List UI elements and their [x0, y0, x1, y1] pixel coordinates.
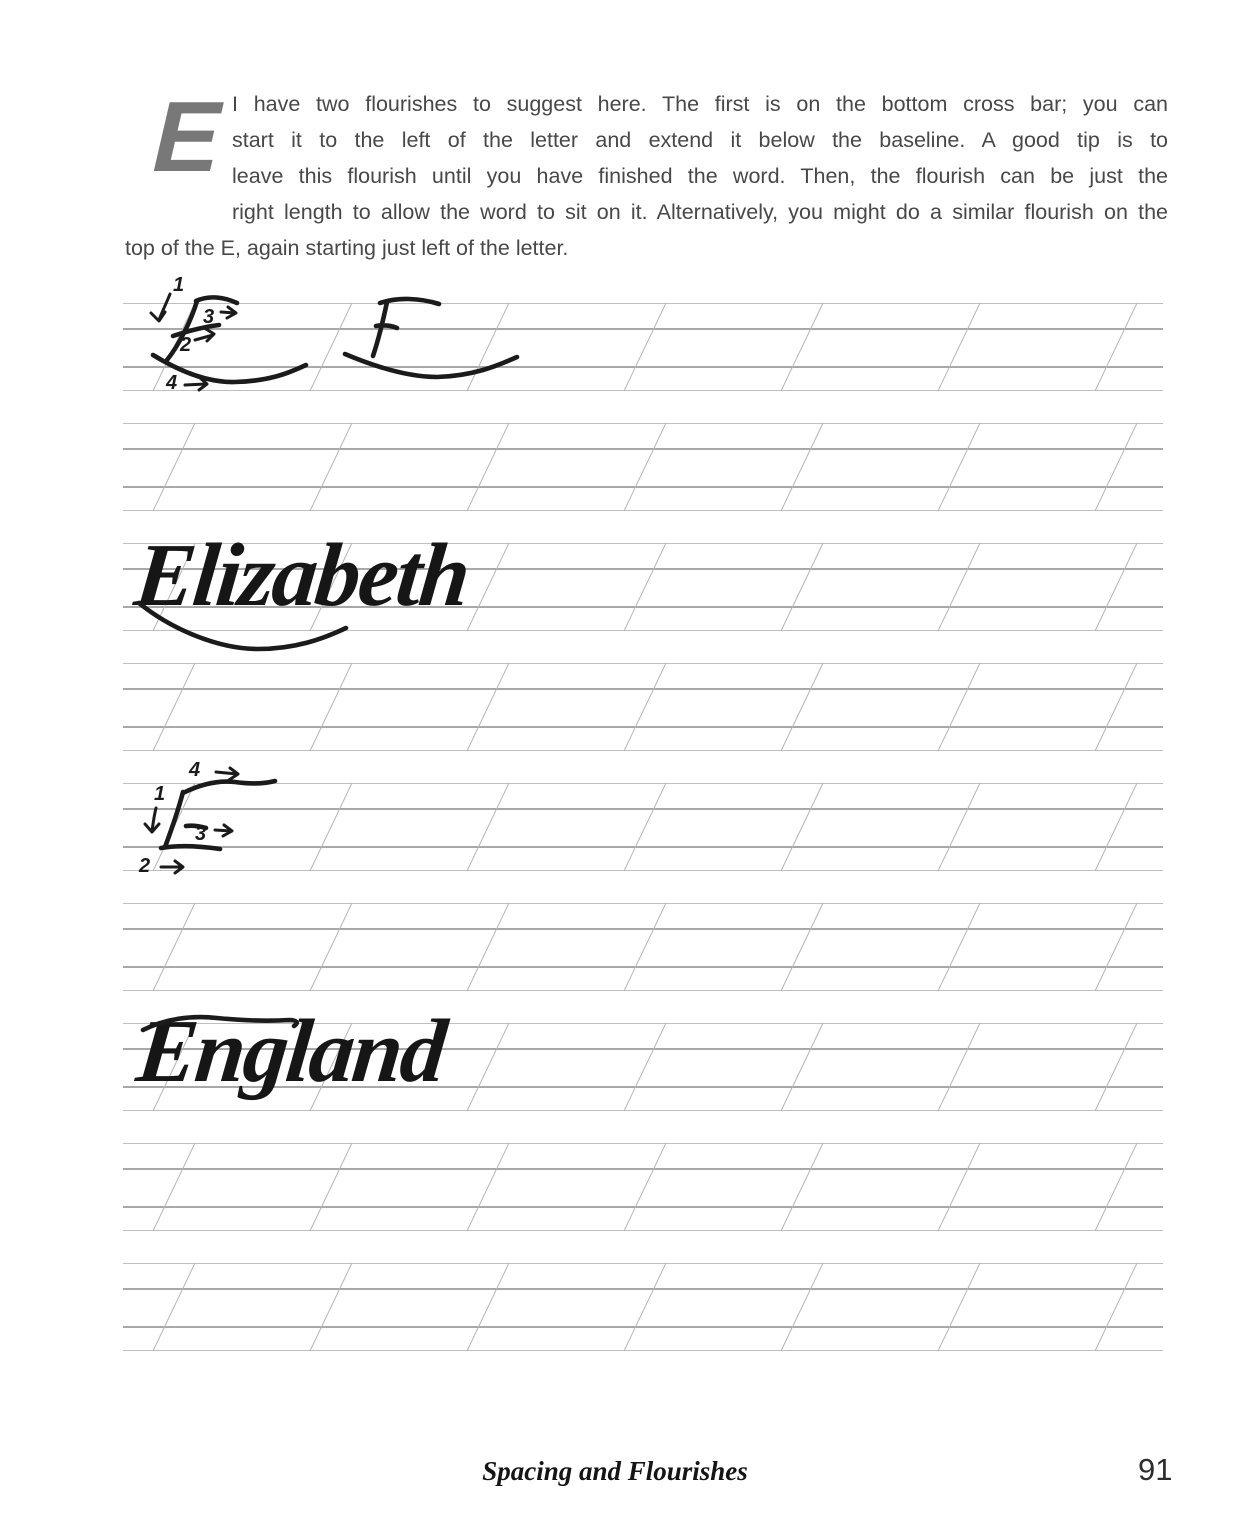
svg-text:4: 4 — [189, 759, 201, 781]
letter-e-top-flourish-diagram — [123, 759, 1163, 877]
guideline-grid — [123, 1143, 1163, 1231]
paragraph-line: start it to the left of the letter and extend it below the baseline. A good tip is to — [232, 128, 1168, 152]
top-flourish — [123, 1023, 1163, 1111]
practice-row — [123, 1143, 1163, 1231]
stroke-annotation-2 — [179, 329, 214, 356]
paragraph-line: leave this flourish until you have finished the word. Then, the flourish can be just the — [232, 164, 1168, 188]
stroke-annotation-4 — [188, 759, 238, 781]
underline-flourish — [123, 543, 1163, 631]
practice-row — [123, 526, 1163, 631]
drop-cap-letter: E — [142, 81, 235, 193]
practice-row — [123, 663, 1163, 751]
page-number: 91 — [1138, 1452, 1173, 1487]
example-word-elizabeth: Elizabeth — [130, 526, 474, 625]
svg-text:2: 2 — [139, 855, 151, 877]
practice-row — [123, 903, 1163, 991]
letter-e-annotated — [161, 781, 275, 849]
letter-e-bottom-flourish-diagram — [123, 274, 1163, 394]
letter-e-sample — [345, 299, 517, 377]
example-word-england: England — [132, 1002, 450, 1101]
paragraph-line: top of the E, again starting just left of the letter. — [125, 236, 569, 260]
svg-text:4: 4 — [166, 372, 178, 394]
stroke-annotation-2 — [138, 855, 183, 877]
stroke-annotation-3 — [195, 823, 232, 845]
paragraph-line: I have two flourishes to suggest here. The first is on the bottom cross bar; you can — [232, 92, 1168, 116]
stroke-annotation-1 — [151, 274, 184, 321]
guideline-grid — [123, 903, 1163, 991]
paragraph-line: right length to allow the word to sit on it. Alternatively, you might do a similar flourish on the — [232, 200, 1168, 224]
lesson-paragraph — [125, 81, 1168, 266]
svg-text:1: 1 — [173, 274, 185, 296]
footer-section-title: Spacing and Flourishes — [482, 1456, 748, 1486]
svg-text:2: 2 — [180, 334, 192, 356]
guideline-grid — [123, 423, 1163, 511]
guideline-grid — [123, 663, 1163, 751]
drop-cap-box — [125, 81, 235, 196]
svg-text:3: 3 — [195, 823, 207, 845]
stroke-annotation-1 — [145, 783, 165, 832]
svg-text:1: 1 — [154, 783, 166, 805]
guideline-grid — [123, 1263, 1163, 1351]
practice-row — [123, 423, 1163, 511]
practice-row — [123, 759, 1163, 877]
letter-e-annotated — [153, 297, 306, 382]
practice-row — [123, 274, 1163, 394]
practice-row — [123, 1263, 1163, 1351]
svg-text:3: 3 — [203, 306, 215, 328]
practice-row — [123, 1002, 1163, 1111]
